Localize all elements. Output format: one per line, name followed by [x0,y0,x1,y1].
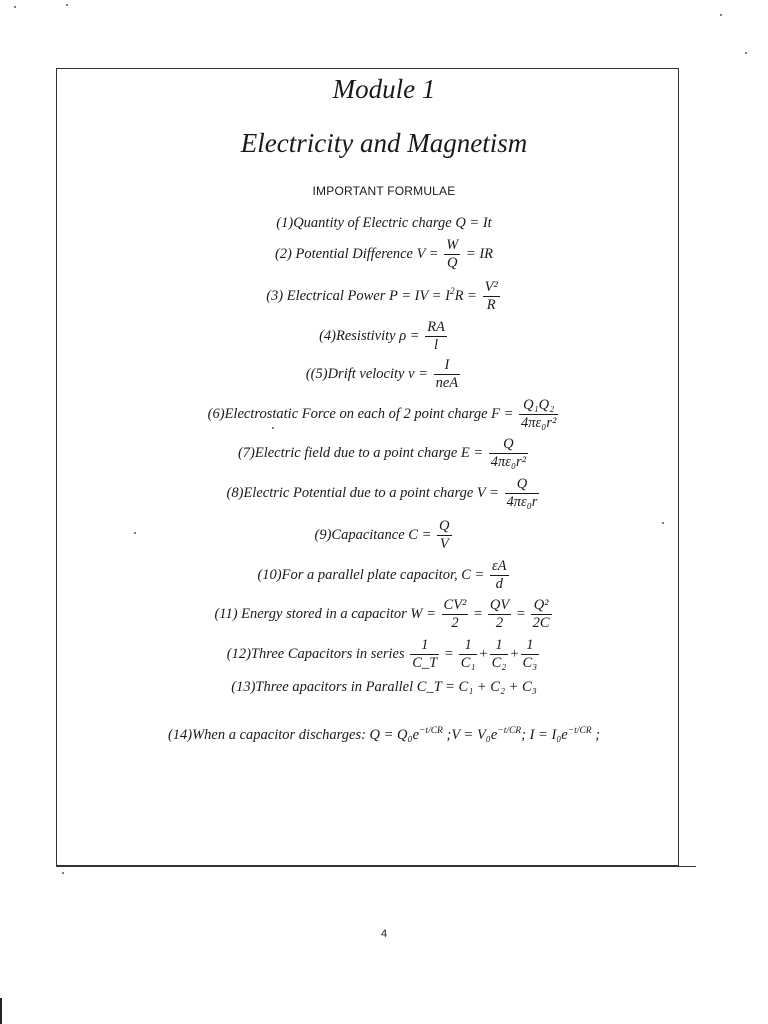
formula-11-equals-1: = [470,606,486,623]
formula-1-text: (1)Quantity of Electric charge Q = It [276,215,492,231]
formula-3-fraction [483,280,500,313]
formula-14-end: ; [591,727,601,743]
formula-9-numerator: Q [437,519,451,536]
formula-14-capacitor-discharge [0,727,768,744]
formula-3-electrical-power [0,280,768,313]
scan-speck [272,427,274,429]
formula-11-fraction-1 [442,598,469,631]
formula-3-label: (3) Electrical Power P = IV = I [266,288,450,305]
formula-12-plus-2: + [510,646,519,663]
formula-2-tail: = IR [462,246,494,263]
frame-bottom-line [56,866,696,867]
formula-6-fraction [519,398,558,431]
formula-11-numerator-1: CV² [442,598,469,615]
subject-title: Electricity and Magnetism [240,128,528,158]
important-formulae-heading: IMPORTANT FORMULAE [312,184,456,198]
formula-11-numerator-2: QV [488,598,511,615]
scan-speck [62,872,64,874]
formula-11-label: (11) Energy stored in a capacitor W = [214,606,440,623]
formula-6-label: (6)Electrostatic Force on each of 2 point charge F = [207,406,518,423]
formula-2-fraction [444,238,460,271]
formula-6-denominator: 4πε₀r² [521,415,557,432]
formula-7-numerator: Q [489,437,528,454]
formula-11-equals-2: = [513,606,529,623]
formula-7-denominator: 4πε₀r² [490,454,527,471]
formula-8-fraction [505,477,540,510]
scan-speck [66,4,68,6]
formula-4-resistivity [0,320,768,353]
formula-12-fraction-total [410,638,439,671]
formula-12-numerator-2: 1 [490,638,509,655]
formula-10-parallel-plate [0,559,768,592]
formula-12-denominator-1: C₁ [460,655,476,672]
formula-4-fraction [425,320,447,353]
formula-3-denominator: R [486,297,496,314]
formula-10-label: (10)For a parallel plate capacitor, C = [257,567,488,584]
formula-8-denominator: 4πε₀r [506,494,538,511]
scan-speck [720,14,722,16]
scan-edge-mark [0,998,2,1024]
scan-speck [134,532,136,534]
formula-8-electric-potential [0,477,768,510]
formula-5-fraction [434,358,461,391]
formula-6-electrostatic-force [0,398,768,431]
formula-12-series-capacitors [0,638,768,671]
formula-3-numerator: V² [483,280,500,297]
formula-4-numerator: RA [425,320,447,337]
formula-1-charge [0,215,768,232]
formula-8-label: (8)Electric Potential due to a point charge V = [226,485,503,502]
formula-5-label: ((5)Drift velocity v = [305,366,432,383]
module-title: Module 1 [332,74,436,104]
formula-12-fraction-3 [521,638,540,671]
formula-11-numerator-3: Q² [531,598,552,615]
formula-12-numerator-3: 1 [521,638,540,655]
formula-5-denominator: neA [435,375,459,392]
formula-7-electric-field [0,437,768,470]
formula-2-denominator: Q [447,255,458,272]
formula-11-denominator-1: 2 [451,615,459,632]
formula-7-label: (7)Electric field due to a point charge E = [237,445,487,462]
formula-14-label: (14)When a capacitor discharges: Q = Q₀e [167,727,420,743]
formula-14-exponent-i: −t/CR [567,726,592,737]
formula-11-fraction-3 [531,598,552,631]
formula-12-denominator-3: C₃ [522,655,538,672]
formula-2-numerator: W [444,238,460,255]
formula-14-exponent-q: −t/CR [419,726,443,737]
formula-14-current-part: ; I = I₀e [521,727,568,743]
formula-13-parallel-capacitors [0,679,768,696]
formula-4-label: (4)Resistivity ρ = [319,328,424,345]
formula-5-drift-velocity [0,358,768,391]
formula-11-energy-stored [0,598,768,631]
formula-12-numerator-total: 1 [410,638,439,655]
formula-2-label: (2) Potential Difference V = [274,246,443,263]
formula-11-denominator-2: 2 [495,615,504,632]
formula-12-equals: = [441,646,457,663]
formula-10-fraction [490,559,509,592]
formula-3-mid: R = [454,288,481,305]
formula-13-text: (13)Three apacitors in Parallel C_T = C₁ + C₂ + C₃ [231,679,537,695]
formula-4-denominator: l [434,337,439,354]
formula-14-voltage-part: ;V = V₀e [442,727,498,743]
formula-9-capacitance [0,519,768,552]
formula-12-label: (12)Three Capacitors in series [226,646,409,663]
scan-speck [745,52,747,54]
formula-12-plus-1: + [479,646,488,663]
formula-9-fraction [437,519,451,552]
formula-10-denominator: d [495,576,503,593]
formula-14-exponent-v: −t/CR [497,726,522,737]
formula-2-potential-difference [0,238,768,271]
scan-speck [14,6,16,8]
formula-12-numerator-1: 1 [459,638,478,655]
formula-9-label: (9)Capacitance C = [314,527,436,544]
formula-12-fraction-1 [459,638,478,671]
formula-10-numerator: εA [490,559,509,576]
scan-speck [662,522,664,524]
page-number: 4 [380,928,388,940]
formula-6-numerator: Q₁Q₂ [519,398,558,415]
formula-12-fraction-2 [490,638,509,671]
formula-12-denominator-total: C_T [412,655,438,672]
formula-12-denominator-2: C₂ [491,655,507,672]
formula-8-numerator: Q [505,477,540,494]
formula-5-numerator: I [434,358,461,375]
formula-11-denominator-3: 2C [532,615,550,632]
formula-11-fraction-2 [488,598,511,631]
formula-3-square: 2 [449,287,455,298]
formula-9-denominator: V [439,536,449,553]
formula-7-fraction [489,437,528,470]
